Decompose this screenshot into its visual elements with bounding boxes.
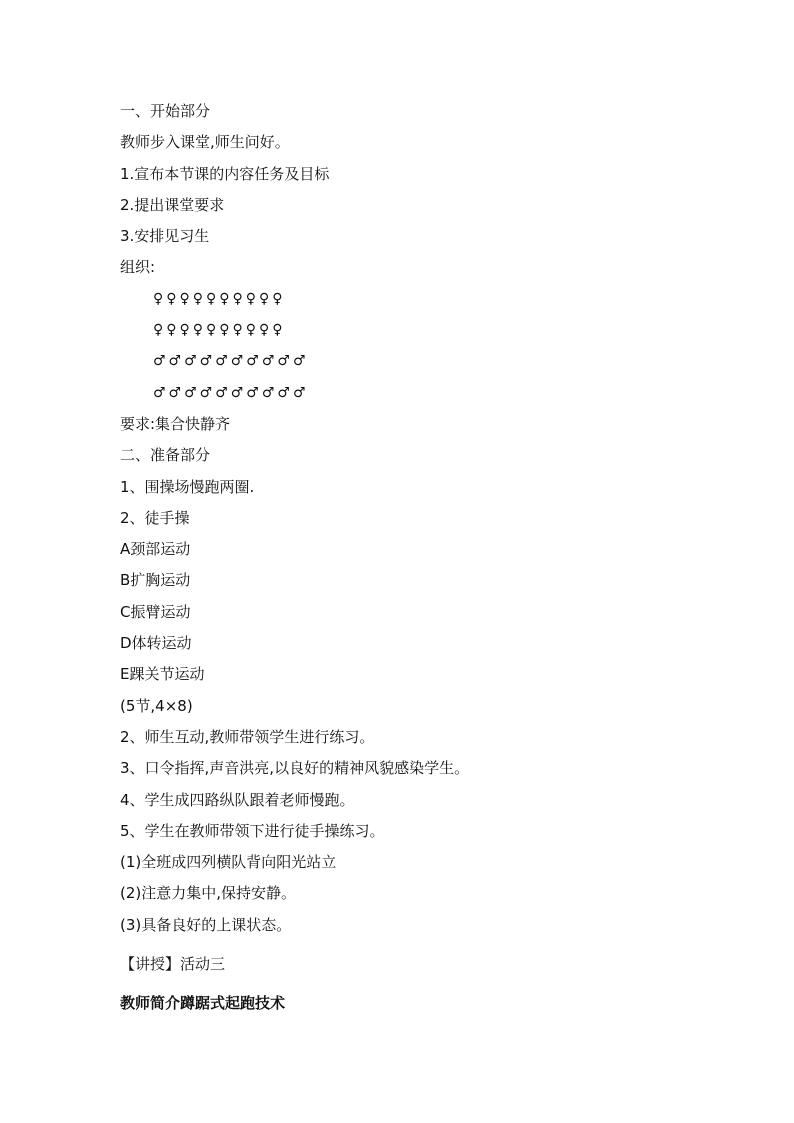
list-item: A颈部运动 (120, 540, 191, 559)
formation-row-female: ♀♀♀♀♀♀♀♀♀♀ (153, 322, 286, 339)
requirement-text: 要求:集合快静齐 (120, 414, 231, 433)
list-item: D体转运动 (120, 634, 192, 653)
list-item: 2、徒手操 (120, 508, 190, 527)
list-item: (1)全班成四列横队背向阳光站立 (120, 853, 337, 872)
list-item: (5节,4×8) (120, 696, 193, 715)
list-item: (2)注意力集中,保持安静。 (120, 884, 297, 903)
list-item: 4、学生成四路纵队跟着老师慢跑。 (120, 790, 355, 809)
list-item: 1、围操场慢跑两圈. (120, 477, 255, 496)
list-item: 2、师生互动,教师带领学生进行练习。 (120, 727, 375, 746)
formation-row-male: ♂♂♂♂♂♂♂♂♂♂ (153, 353, 309, 370)
section-heading-prep: 二、准备部分 (120, 446, 211, 465)
list-item: E踝关节运动 (120, 665, 205, 684)
list-item: 5、学生在教师带领下进行徒手操练习。 (120, 821, 385, 840)
section-heading-start: 一、开始部分 (120, 102, 211, 120)
activity-title: 教师简介蹲踞式起跑技术 (120, 994, 286, 1013)
list-item: 3.安排见习生 (120, 227, 210, 246)
list-item: 3、口令指挥,声音洪亮,以良好的精神风貌感染学生。 (120, 759, 470, 778)
activity-label: 【讲授】活动三 (120, 955, 226, 974)
list-item: B扩胸运动 (120, 571, 191, 590)
formation-row-male: ♂♂♂♂♂♂♂♂♂♂ (153, 384, 309, 401)
list-item: (3)具备良好的上课状态。 (120, 915, 292, 934)
list-item: C振臂运动 (120, 602, 191, 621)
organization-label: 组织: (120, 258, 156, 277)
document-page (120, 96, 740, 1020)
list-item: 1.宣布本节课的内容任务及目标 (120, 164, 330, 183)
list-item: 2.提出课堂要求 (120, 195, 225, 214)
intro-text: 教师步入课堂,师生问好。 (120, 133, 290, 152)
formation-row-female: ♀♀♀♀♀♀♀♀♀♀ (153, 290, 286, 307)
formation-diagram (120, 284, 740, 409)
